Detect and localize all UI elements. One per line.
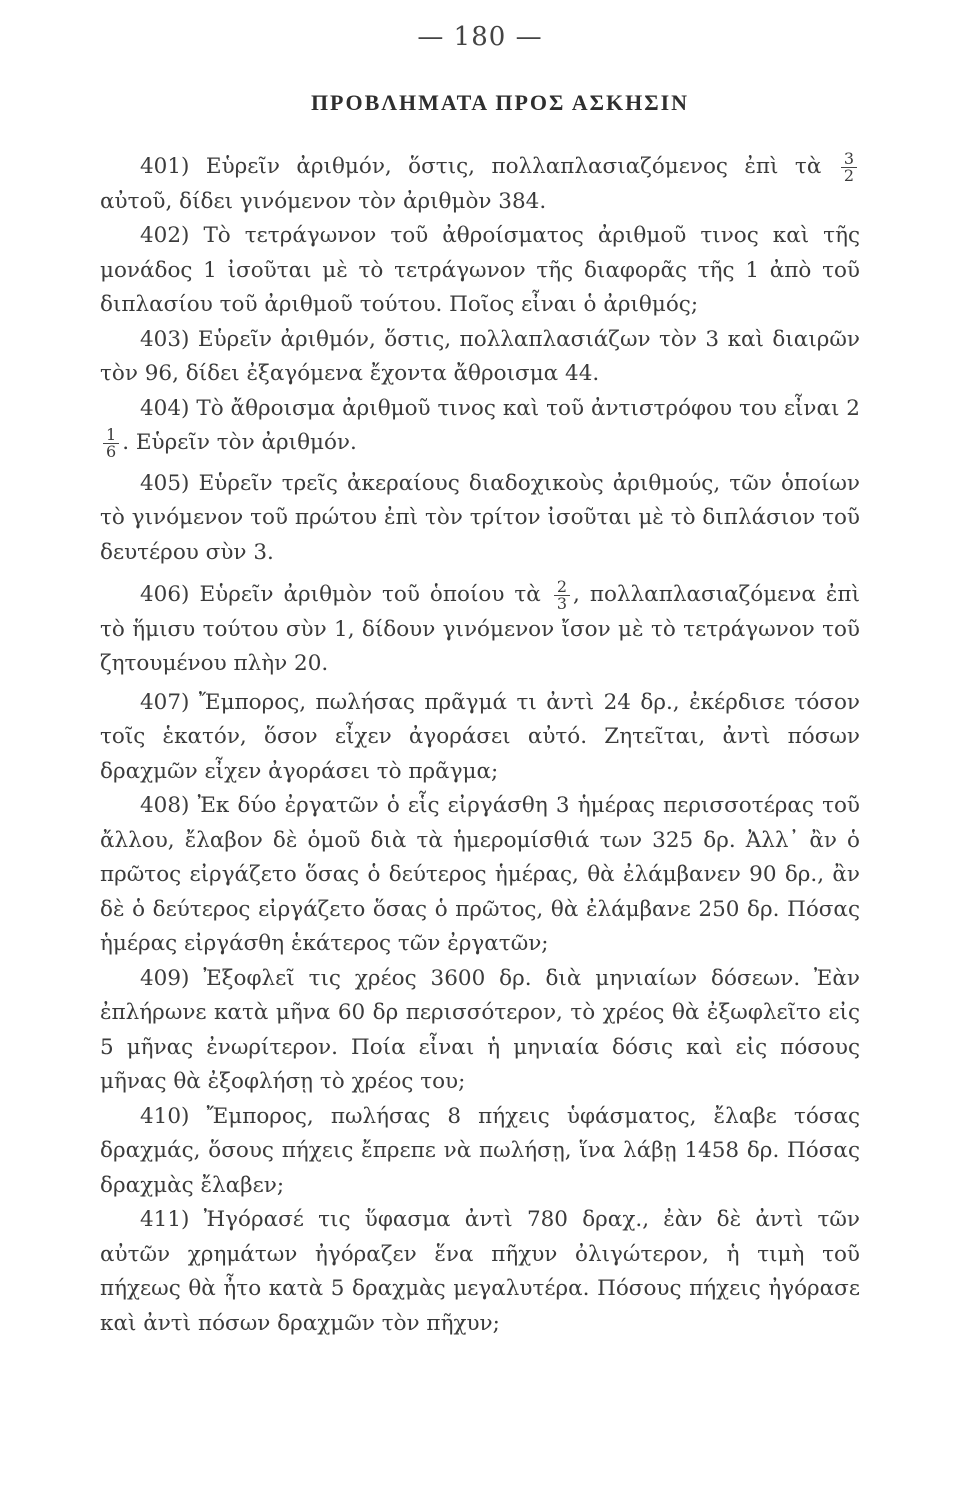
problem-text: Εὑρεῖν ἀριθμὸν τοῦ ὁποίου τὰ bbox=[199, 582, 541, 607]
problem-number: 401) bbox=[140, 154, 190, 179]
problem-text-continued: αὐτοῦ, δίδει γινόμενον τὸν ἀριθμὸν 384. bbox=[100, 188, 547, 214]
section-heading: ΠΡΟΒΛΗΜΑΤΑ ΠΡΟΣ ΑΣΚΗΣΙΝ bbox=[310, 90, 690, 115]
problem-text: Ἐξοφλεῖ τις χρέος 3600 δρ. διὰ μηνιαίων δόσεων. Ἐὰν ἐπλήρωνε κατὰ μῆνα 60 δρ περισσότερον, τὸ χρέος θὰ ἐξωφλεῖτο εἰς 5 μῆνας ἐνωρίτερον. Ποία εἶναι ἡ μηνιαία δόσις καὶ εἰς πόσους μῆνας θὰ ἐξοφλήσῃ τὸ χρέος του; bbox=[100, 965, 860, 1094]
fraction bbox=[554, 576, 570, 613]
problem-text-continued: , πολλαπλασιαζόμενα ἐπὶ τὸ ἥμισυ τούτου σὺν 1, δίδουν γινόμενον ἴσον μὲ τὸ τετράγωνον τοῦ ζητουμένου πλὴν 20. bbox=[100, 582, 860, 676]
problem-402 bbox=[100, 219, 860, 323]
problem-403 bbox=[100, 323, 860, 392]
problem-405 bbox=[100, 467, 860, 571]
problem-number: 407) bbox=[140, 689, 190, 715]
problem-number: 410) bbox=[140, 1103, 190, 1129]
page-number: — 180 — bbox=[417, 22, 543, 52]
problem-number: 408) bbox=[140, 793, 190, 818]
problem-text: Εὑρεῖν τρεῖς ἀκεραίους διαδοχικοὺς ἀριθμούς, τῶν ὁποίων τὸ γινόμενον τοῦ πρώτου ἐπὶ τὸν τρίτον ἰσοῦται μὲ τὸ διπλάσιον τοῦ δευτέρου σὺν 3. bbox=[100, 470, 860, 565]
problem-number: 404) bbox=[140, 395, 190, 421]
problem-401 bbox=[100, 150, 860, 219]
problem-409 bbox=[100, 962, 860, 1100]
document-page bbox=[100, 22, 860, 1341]
problem-406 bbox=[100, 578, 860, 682]
fraction-denominator: 2 bbox=[843, 165, 854, 185]
problem-410 bbox=[100, 1100, 860, 1204]
problem-number: 402) bbox=[140, 223, 190, 248]
problem-408 bbox=[100, 789, 860, 962]
problem-404 bbox=[100, 392, 860, 461]
fraction bbox=[103, 424, 119, 461]
fraction-numerator: 1 bbox=[103, 427, 119, 444]
problem-text: Ἐκ δύο ἐργατῶν ὁ εἷς εἰργάσθη 3 ἡμέρας περισσοτέρας τοῦ ἄλλου, ἔλαβον δὲ ὁμοῦ διὰ τὰ ἡμερομίσθιά των 325 δρ. Ἀλλ᾽ ἂν ὁ πρῶτος εἰργάζετο ὅσας ὁ δεύτερος ἡμέρας, θὰ ἐλάμβανεν 90 δρ., ἂν δὲ ὁ δεύτερος εἰργάζετο ὅσας ὁ πρῶτος, θὰ ἐλάμβανε 250 δρ. Πόσας ἡμέρας εἰργάσθη ἑκάτερος τῶν ἐργατῶν; bbox=[100, 793, 860, 956]
problem-number: 409) bbox=[140, 965, 190, 991]
problem-number: 411) bbox=[140, 1207, 190, 1232]
problem-text: Ἠγόρασέ τις ὕφασμα ἀντὶ 780 δραχ., ἐὰν δὲ ἀντὶ τῶν αὐτῶν χρημάτων ἠγόραζεν ἕνα πῆχυν ὀλιγώτερον, ἡ τιμὴ τοῦ πήχεως θὰ ἦτο κατὰ 5 δραχμὰς μεγαλυτέρα. Πόσους πήχεις ἠγόρασε καὶ ἀντὶ πόσων δραχμῶν τὸν πῆχυν; bbox=[100, 1207, 860, 1336]
problem-number: 406) bbox=[140, 582, 190, 607]
problem-text: Εὑρεῖν ἀριθμόν, ὅστις, πολλαπλασιάζων τὸν 3 καὶ διαιρῶν τὸν 96, δίδει ἐξαγόμενα ἔχοντα ἄθροισμα 44. bbox=[100, 326, 860, 386]
problem-text: Ἔμπορος, πωλήσας 8 πήχεις ὑφάσματος, ἔλαβε τόσας δραχμάς, ὅσους πήχεις ἔπρεπε νὰ πωλήσῃ, ἵνα λάβῃ 1458 δρ. Πόσας δραχμὰς ἔλαβεν; bbox=[100, 1103, 860, 1198]
problem-number: 405) bbox=[140, 470, 190, 496]
fraction-denominator: 3 bbox=[556, 593, 568, 613]
problem-text: Τὸ τετράγωνον τοῦ ἀθροίσματος ἀριθμοῦ τινος καὶ τῆς μονάδος 1 ἰσοῦται μὲ τὸ τετράγωνον τῆς διαφορᾶς τῆς 1 ἀπὸ τοῦ διπλασίου τοῦ ἀριθμοῦ τούτου. Ποῖος εἶναι ὁ ἀριθμός; bbox=[100, 223, 860, 317]
fraction-numerator: 3 bbox=[841, 151, 857, 168]
problem-text: Τὸ ἄθροισμα ἀριθμοῦ τινος καὶ τοῦ ἀντιστρόφου του εἶναι 2 bbox=[196, 395, 860, 421]
problem-text: Εὑρεῖν ἀριθμόν, ὅστις, πολλαπλασιαζόμενος ἐπὶ τὰ bbox=[205, 154, 822, 179]
fraction-numerator: 2 bbox=[554, 579, 570, 596]
problem-407 bbox=[100, 686, 860, 790]
problem-411 bbox=[100, 1203, 860, 1341]
fraction bbox=[841, 148, 857, 185]
problem-text: Ἔμπορος, πωλήσας πρᾶγμά τι ἀντὶ 24 δρ., ἐκέρδισε τόσον τοῖς ἑκατόν, ὅσον εἶχεν ἀγοράσει αὐτό. Ζητεῖται, ἀντὶ πόσων δραχμῶν εἶχεν ἀγοράσει τὸ πρᾶγμα; bbox=[100, 689, 860, 784]
fraction-denominator: 6 bbox=[106, 441, 117, 461]
problem-text-continued: . Εὑρεῖν τὸν ἀριθμόν. bbox=[122, 430, 357, 455]
problem-number: 403) bbox=[140, 326, 190, 352]
